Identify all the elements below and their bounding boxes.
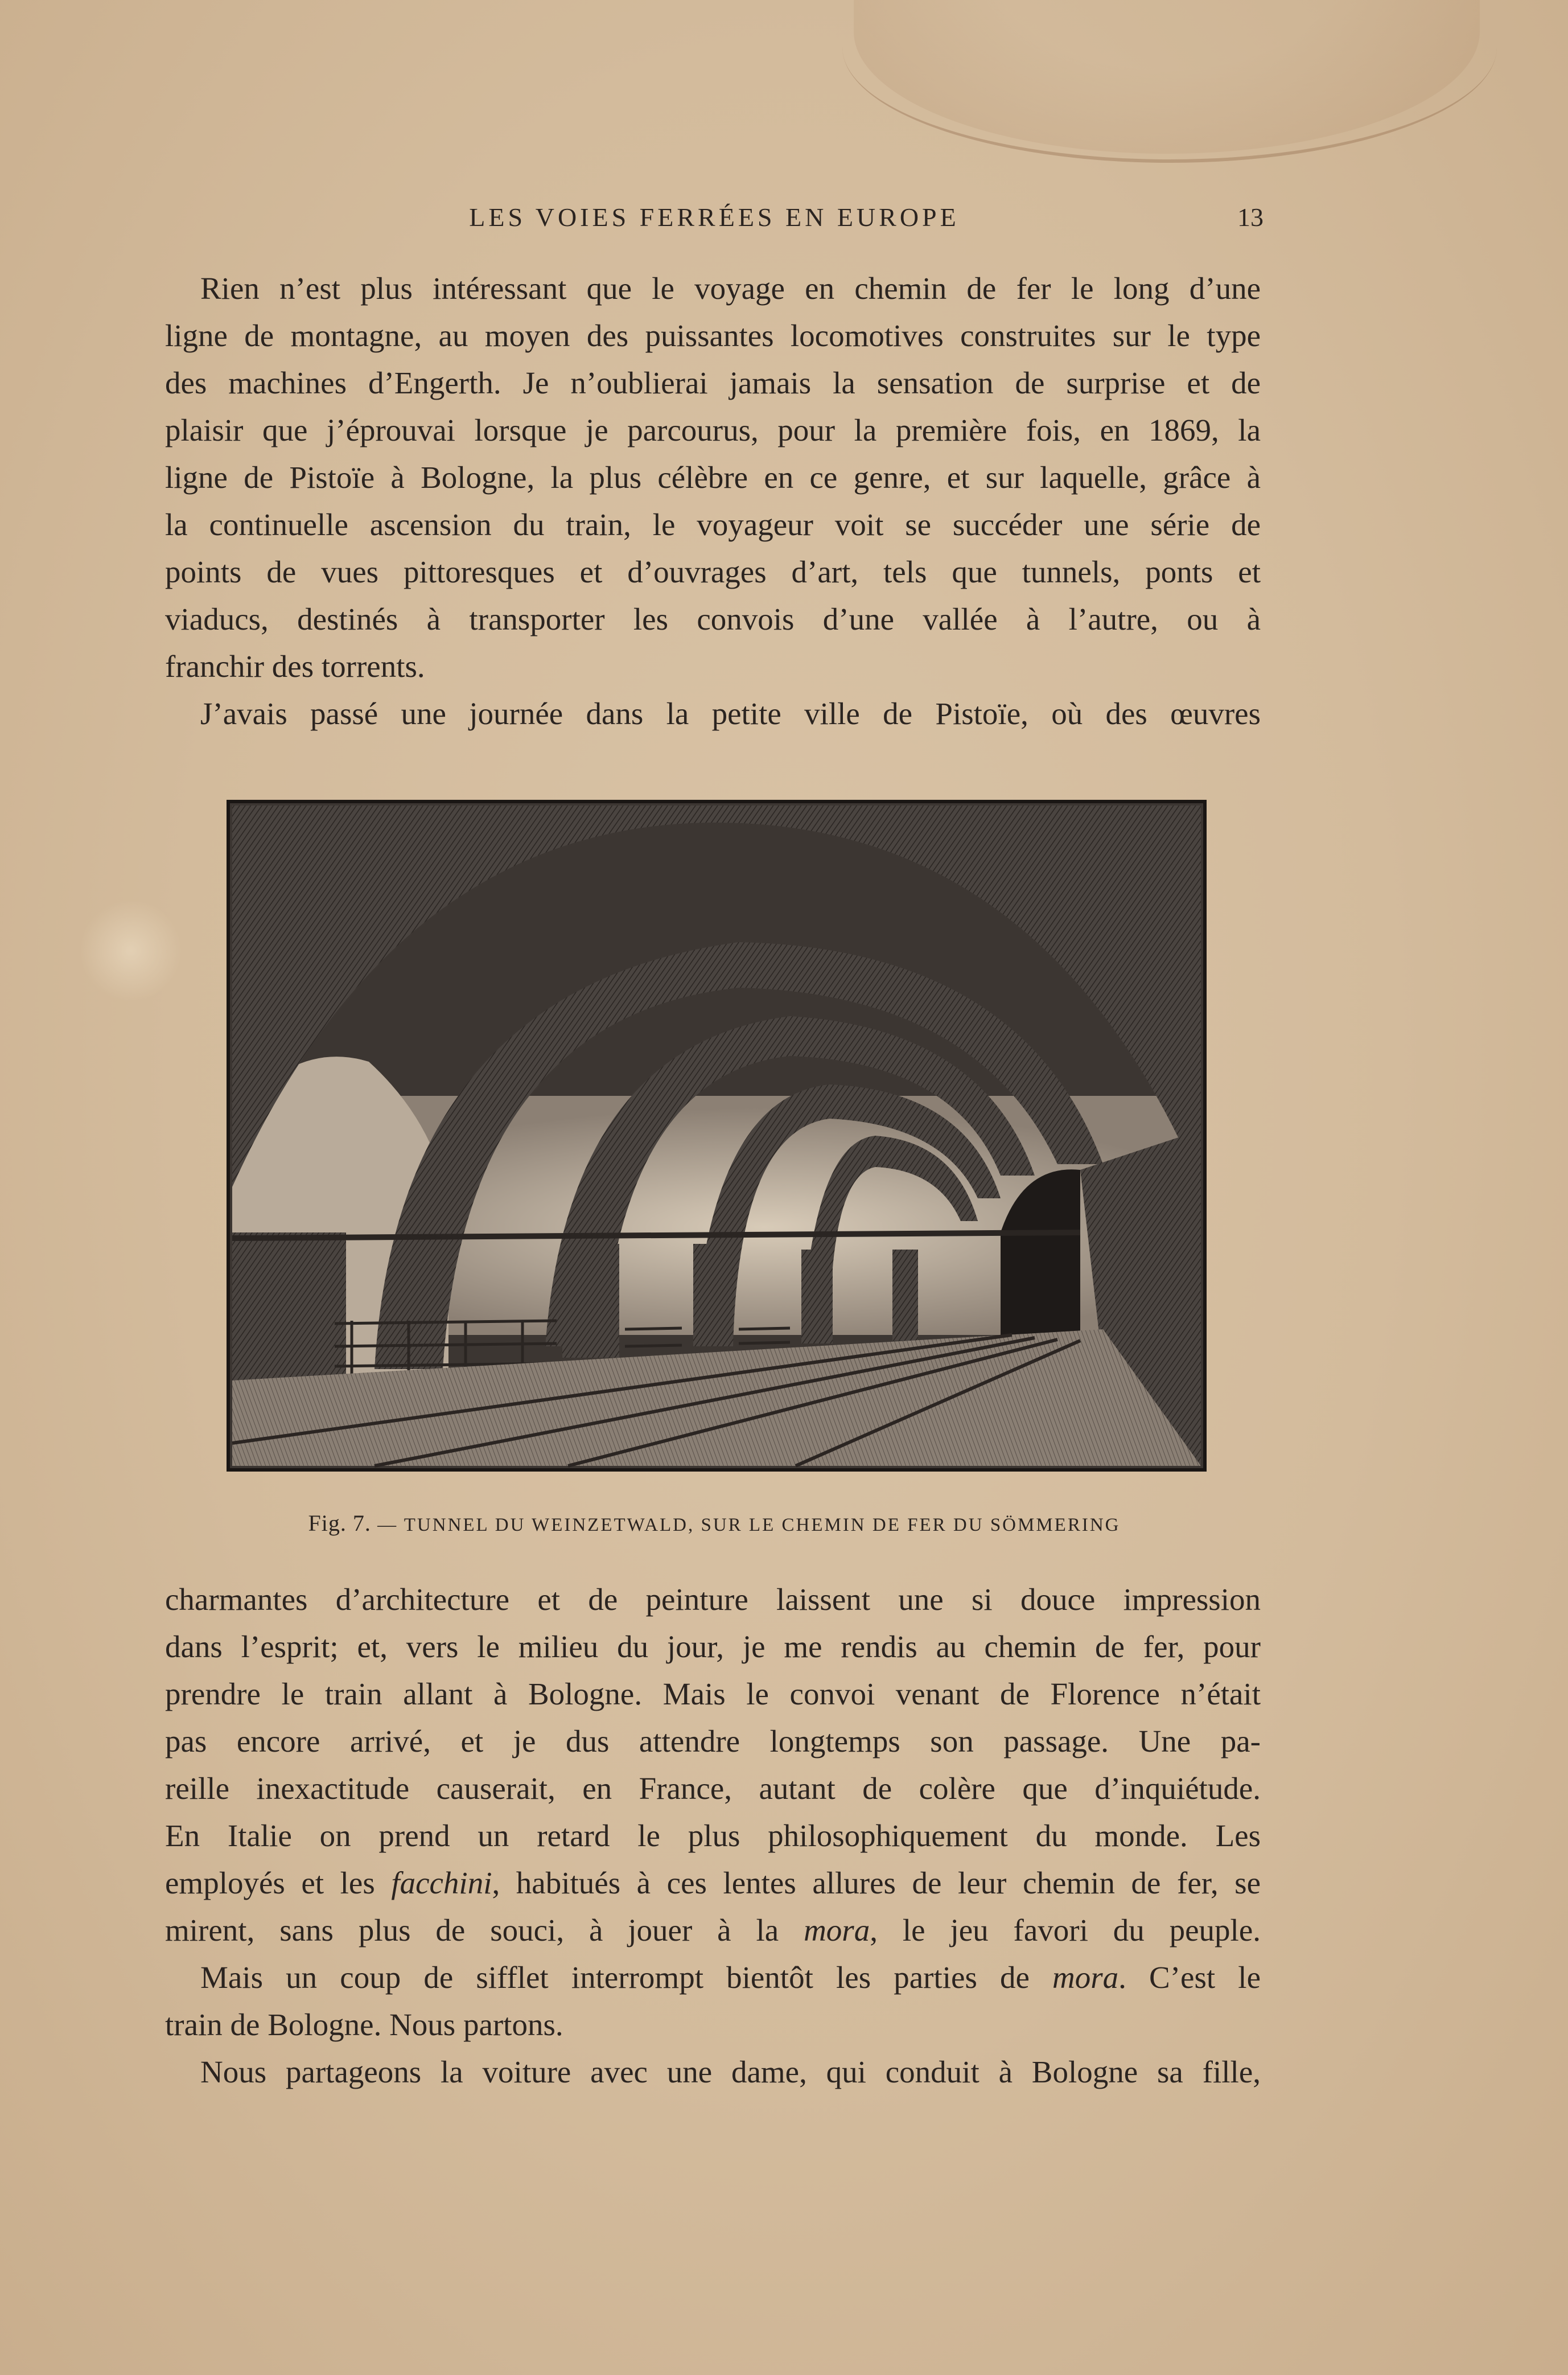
- text-line: Nous partageons la voiture avec une dame, qui conduit à Bologne sa fille,: [200, 2055, 1261, 2089]
- text-line: dans l’esprit; et, vers le milieu du jour, je me rendis au chemin de fer, pour: [165, 1629, 1261, 1664]
- text-run: . C’est le: [1118, 1960, 1261, 1995]
- text-line: points de vues pittoresques et d’ouvrages d’art, tels que tunnels, ponts et: [165, 554, 1261, 589]
- text-line: train de Bologne. Nous partons.: [165, 2007, 563, 2042]
- figure-label: Fig. 7.: [308, 1510, 371, 1536]
- page-number: 13: [1237, 203, 1264, 232]
- text-line: charmantes d’architecture et de peinture laissent une si douce impression: [165, 1582, 1261, 1617]
- text-line: [165, 1859, 1261, 1906]
- figure-caption-text: — TUNNEL DU WEINZETWALD, SUR LE CHEMIN DE FER DU SÖMMERING: [377, 1515, 1121, 1535]
- paragraph-3: [165, 1576, 1261, 2095]
- text-line: viaducs, destinés à transporter les convois d’une vallée à l’autre, ou à: [165, 602, 1261, 636]
- text-line: pas encore arrivé, et je dus attendre longtemps son passage. Une pa-: [165, 1724, 1261, 1758]
- text-line: plaisir que j’éprouvai lorsque je parcourus, pour la première fois, en 1869, la: [165, 413, 1261, 447]
- text-line: la continuelle ascension du train, le voyageur voit se succéder une série de: [165, 507, 1261, 542]
- text-line: reille inexactitude causerait, en France, autant de colère que d’inquiétude.: [165, 1771, 1261, 1806]
- italic-word: mora: [1052, 1960, 1119, 1995]
- tunnel-illustration: [227, 800, 1207, 1472]
- italic-word: facchini: [391, 1866, 492, 1900]
- text-line: [165, 1954, 1261, 2001]
- text-line: [165, 1906, 1261, 1954]
- text-run: , habitués à ces lentes allures de leur chemin de fer, se: [492, 1866, 1261, 1900]
- text-run: employés et les: [165, 1866, 392, 1900]
- text-line: Rien n’est plus intéressant que le voyage en chemin de fer le long d’une: [200, 271, 1261, 306]
- running-header: [165, 202, 1264, 242]
- text-run: Mais un coup de sifflet interrompt bientôt les parties de: [200, 1960, 1053, 1995]
- text-run: mirent, sans plus de souci, à jouer à la: [165, 1913, 804, 1947]
- text-line: prendre le train allant à Bologne. Mais le convoi venant de Florence n’était: [165, 1677, 1261, 1711]
- text-line: En Italie on prend un retard le plus philosophiquement du monde. Les: [165, 1818, 1261, 1853]
- running-title: LES VOIES FERRÉES EN EUROPE: [469, 203, 960, 232]
- italic-word: mora: [804, 1913, 870, 1947]
- text-run: , le jeu favori du peuple.: [870, 1913, 1261, 1947]
- text-line: J’avais passé une journée dans la petite ville de Pistoïe, où des œuvres: [200, 696, 1261, 731]
- text-line: ligne de Pistoïe à Bologne, la plus célèbre en ce genre, et sur laquelle, grâce à: [165, 460, 1261, 495]
- text-line: des machines d’Engerth. Je n’oublierai jamais la sensation de surprise et de: [165, 365, 1261, 400]
- text-line: ligne de montagne, au moyen des puissantes locomotives construites sur le type: [165, 318, 1261, 353]
- text-line: franchir des torrents.: [165, 649, 425, 684]
- paragraph-1: [165, 265, 1261, 737]
- figure-caption: [165, 1510, 1264, 1536]
